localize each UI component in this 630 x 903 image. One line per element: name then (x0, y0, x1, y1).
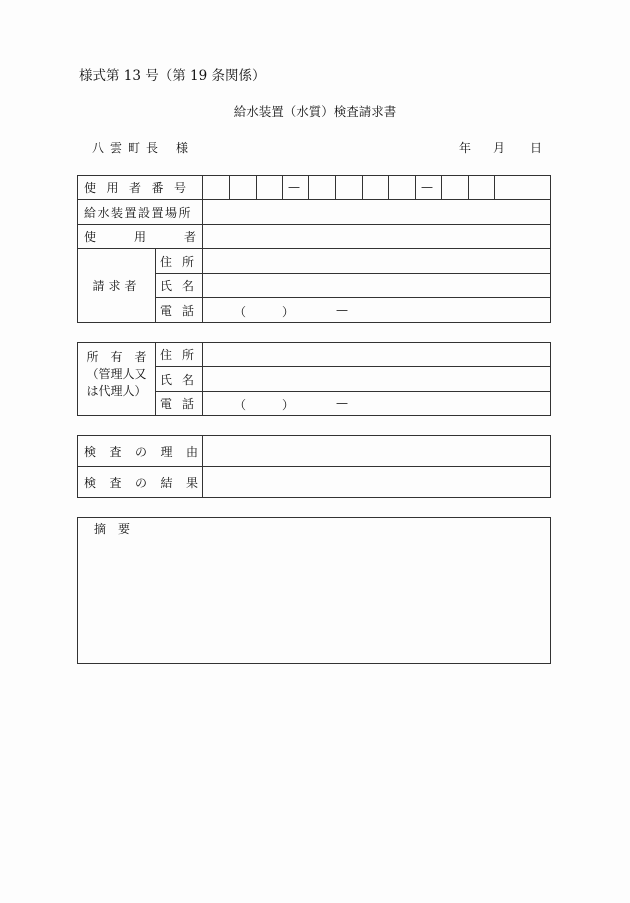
owner-table (77, 342, 551, 416)
applicant-table (77, 175, 551, 323)
remarks-label: 摘 要 (94, 522, 131, 536)
phone-close-paren: ） (282, 398, 295, 412)
owner-label: 所 有 者 (86, 350, 147, 364)
requester-address-field[interactable] (203, 249, 550, 273)
date-day-label: 日 (530, 141, 543, 155)
user-number-separator: — (288, 180, 300, 194)
owner-phone-label: 電話 (160, 397, 205, 411)
owner-address-label: 住所 (160, 348, 205, 362)
document-title: 給水装置（水質）検査請求書 (233, 104, 397, 119)
date-month-label: 月 (493, 141, 506, 155)
owner-sub-label-1: （管理人又 (86, 367, 147, 381)
user-number-field[interactable] (203, 176, 494, 199)
phone-close-paren: ） (282, 305, 295, 319)
owner-name-label: 氏名 (160, 372, 205, 387)
date-year-label: 年 (459, 141, 472, 155)
remarks-box[interactable] (77, 517, 551, 664)
phone-open-paren: （ (234, 398, 247, 412)
form-number: 様式第 13 号（第 19 条関係） (79, 68, 266, 84)
user-label: 使 用 者 (84, 230, 196, 244)
user-field[interactable] (203, 225, 550, 248)
phone-open-paren: （ (234, 305, 247, 319)
owner-address-field[interactable] (203, 343, 550, 366)
phone-dash: — (336, 396, 348, 410)
user-number-separator: — (421, 180, 433, 194)
inspection-reason-field[interactable] (203, 436, 550, 466)
owner-name-field[interactable] (203, 367, 550, 391)
requester-name-field[interactable] (203, 274, 550, 297)
phone-dash: — (336, 303, 348, 317)
requester-phone-label: 電話 (160, 303, 205, 318)
addressee: 八雲町長 (92, 141, 165, 155)
requester-phone-field[interactable] (203, 298, 550, 322)
user-number-label: 使用者番号 (84, 181, 197, 195)
inspection-result-field[interactable] (203, 467, 550, 497)
owner-sub-label-2: は代理人） (86, 384, 147, 398)
owner-phone-field[interactable] (203, 392, 550, 415)
inspection-table (77, 435, 551, 498)
inspection-result-label: 検査の結果 (84, 475, 212, 490)
installation-site-field[interactable] (203, 200, 550, 224)
inspection-reason-label: 検査の理由 (84, 444, 212, 459)
requester-name-label: 氏名 (160, 279, 205, 293)
installation-site-label: 給水装置設置場所 (84, 205, 193, 220)
honorific: 様 (176, 141, 189, 155)
requester-address-label: 住所 (160, 254, 205, 269)
requester-label: 請求者 (92, 279, 141, 293)
